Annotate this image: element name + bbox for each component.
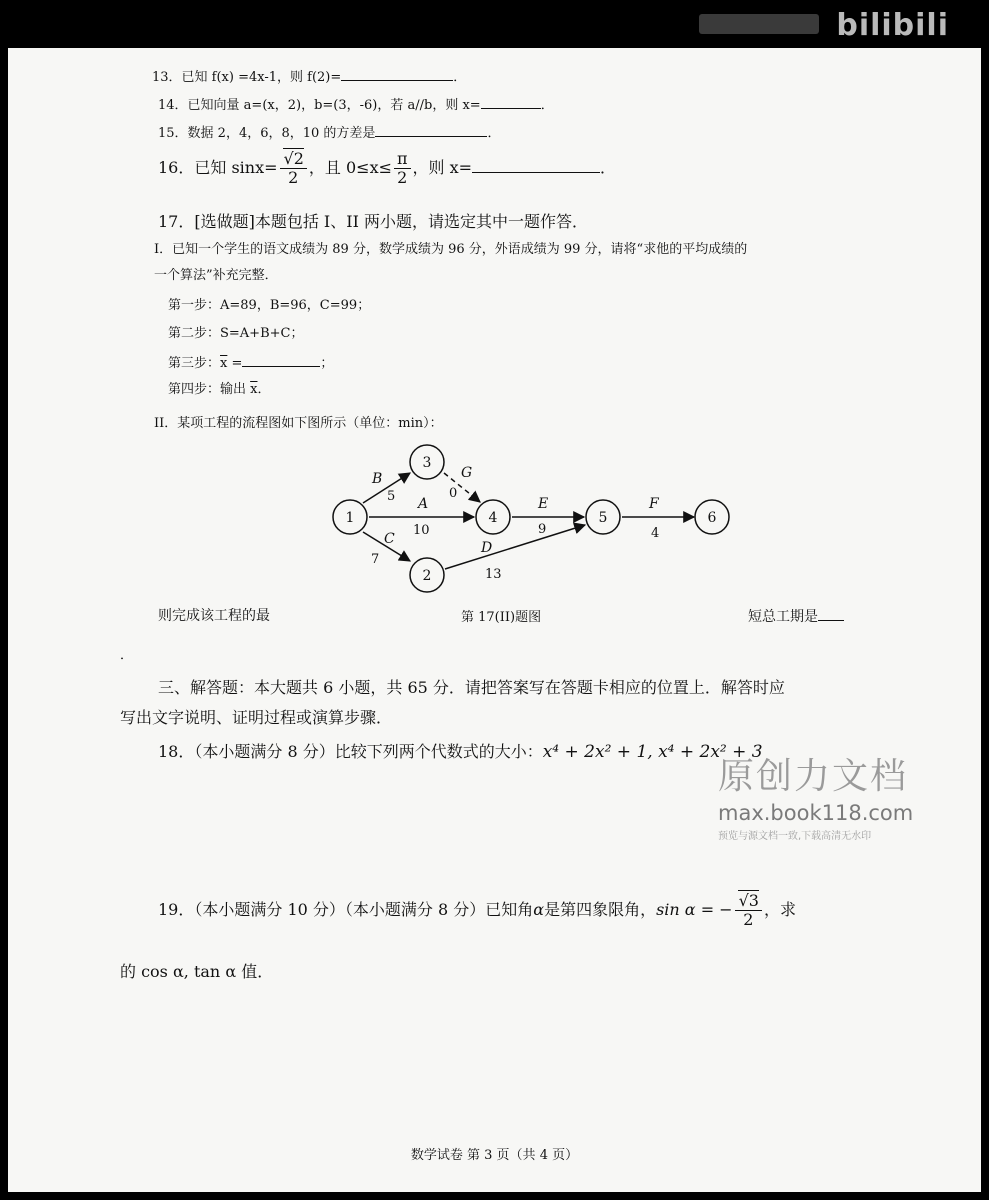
edge-label: E — [538, 496, 549, 512]
video-top-bar — [0, 0, 989, 48]
exam-page — [8, 48, 981, 1192]
q17-step2: 第二步：S=A+B+C； — [168, 326, 304, 341]
q17-step3: 第三步：$\overline{x}$ = ； — [168, 352, 333, 374]
question-19: 19．（本小题满分 10 分）（本小题满分 8 分）已知角α是第四象限角，sin α = − $\frac{√3}{2}$ ，求 — [158, 891, 796, 929]
pi-over-2: $\frac{\pi}{2}$ — [394, 150, 411, 187]
answer-blank — [818, 606, 844, 621]
flow-node — [410, 558, 444, 592]
edge-label: G — [461, 465, 473, 481]
question-15: 15．数据 2，4，6，8，10 的方差是 ． — [158, 122, 500, 144]
svg-text:3: 3 — [422, 455, 432, 471]
stray-dot: ． — [120, 648, 134, 663]
svg-text:6: 6 — [707, 510, 717, 526]
book118-watermark: 原创力文档 max.book118.com 预览与源文档一致,下载高清无水印 — [718, 756, 914, 842]
q17-step4: 第四步：输出 $\overline{x}$． — [168, 382, 271, 397]
flow-node — [333, 500, 367, 534]
sqrt3-over-2: $\frac{√3}{2}$ — [735, 892, 762, 929]
q17-after-left: 则完成该工程的最 — [158, 608, 270, 624]
figure-caption: 第 17(II)题图 — [461, 610, 542, 625]
edge-duration: 10 — [413, 523, 430, 538]
q17-step1: 第一步：A=89，B=96，C=99； — [168, 298, 371, 313]
section3-line2: 写出文字说明、证明过程或演算步骤． — [120, 708, 393, 727]
edge-duration: 5 — [387, 489, 396, 504]
question-19-line2: 的 cos α, tan α 值． — [120, 962, 274, 981]
q17-part1-line2: 一个算法”补充完整． — [154, 268, 278, 283]
svg-text:4: 4 — [488, 510, 498, 526]
edge-duration: 9 — [538, 522, 547, 537]
edge-label: C — [384, 531, 395, 547]
q17-part1-line1: I．已知一个学生的语文成绩为 89 分，数学成绩为 96 分，外语成绩为 99 分，请将“求他的平均成绩的 — [154, 242, 748, 257]
question-17-title: 17．[选做题]本题包括 I、II 两小题，请选定其中一题作答． — [158, 212, 588, 231]
question-16: 16．已知 sinx= $\frac{√2}{2}$ ，且 0≤x≤ $\frac{\pi}{2}$ ，则 x= ． — [158, 149, 617, 187]
edge-label: F — [649, 496, 659, 512]
edge-duration: 13 — [485, 567, 502, 582]
edge-duration: 0 — [449, 486, 458, 501]
q17-part2: II．某项工程的流程图如下图所示（单位：min）： — [154, 416, 443, 431]
question-13: 13．已知 f(x) =4x-1，则 f(2)= ． — [152, 66, 466, 88]
blurred-channel-text — [699, 14, 819, 34]
question-14: 14．已知向量 a=(x，2)，b=(3，-6)，若 a//b，则 x= ． — [158, 94, 554, 116]
edge-D — [445, 525, 585, 569]
svg-text:5: 5 — [598, 510, 608, 526]
question-18: 18．（本小题满分 8 分）比较下列两个代数式的大小：x⁴ + 2x² + 1, x⁴ + 2x² + 3 — [158, 742, 763, 762]
flow-node — [695, 500, 729, 534]
edge-label: B — [372, 471, 383, 487]
edge-duration: 7 — [371, 552, 380, 567]
bilibili-logo: bilibili — [836, 8, 949, 43]
flow-node — [476, 500, 510, 534]
flow-node — [410, 445, 444, 479]
page-footer: 数学试卷 第 3 页（共 4 页） — [410, 1148, 579, 1163]
svg-text:1: 1 — [345, 510, 355, 526]
edge-label: A — [418, 496, 429, 512]
flow-node — [586, 500, 620, 534]
project-flow-diagram — [8, 48, 981, 608]
svg-text:2: 2 — [422, 568, 432, 584]
edge-label: D — [481, 540, 493, 556]
q17-after-right: 短总工期是 — [748, 606, 844, 627]
edge-duration: 4 — [651, 526, 660, 541]
sqrt2-over-2: $\frac{√2}{2}$ — [280, 150, 307, 187]
section3-line1: 三、解答题：本大题共 6 小题，共 65 分．请把答案写在答题卡相应的位置上．解答时应 — [158, 678, 785, 697]
